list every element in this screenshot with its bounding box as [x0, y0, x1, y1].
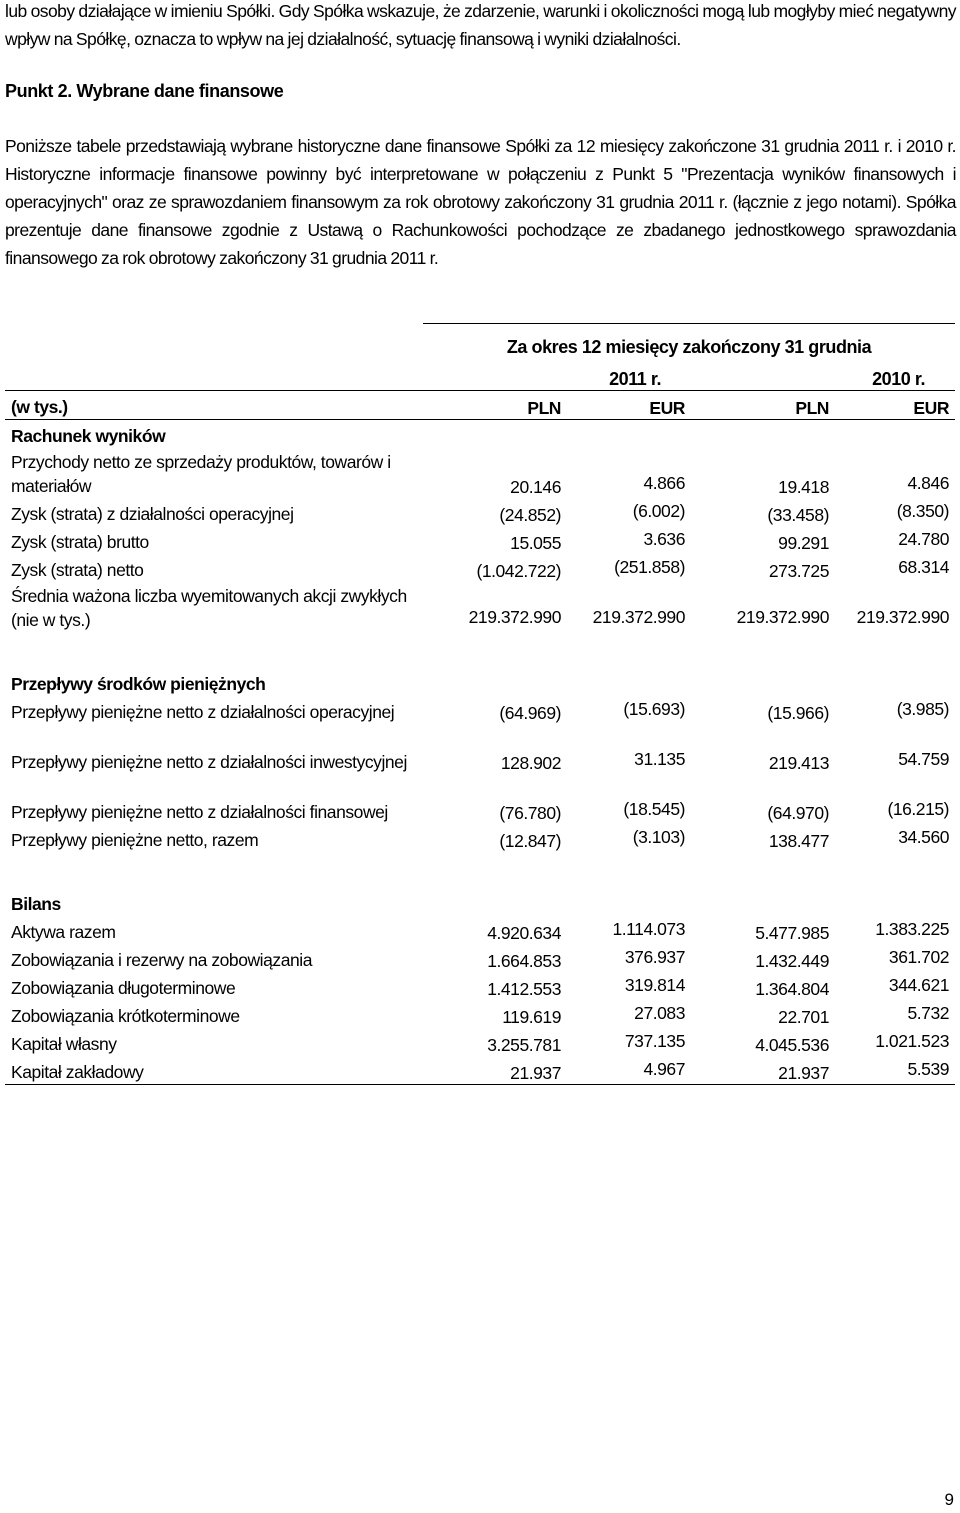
value-pln-2010: 1.432.449: [755, 951, 829, 971]
value-pln-2010: 21.937: [691, 1056, 835, 1085]
table-header-year-row: [5, 358, 955, 391]
value-eur-2010: 68.314: [898, 557, 950, 577]
row-label: Aktywa razem: [11, 922, 116, 942]
value-pln-2011: (64.969): [499, 703, 561, 723]
section-row-income: [5, 420, 955, 449]
value-eur-2010: 219.372.990: [856, 607, 950, 627]
value-pln-2010: 1.364.804: [755, 979, 829, 999]
period-header: Za okres 12 miesięcy zakończony 31 grudnia: [423, 324, 955, 359]
value-pln-2011: 1.664.853: [487, 951, 561, 971]
value-pln-2010: 219.413: [768, 753, 829, 773]
row-label: Średnia ważona liczba wyemitowanych akcji zwykłych (nie w tys.): [11, 586, 407, 630]
spacer-row: [5, 632, 955, 668]
row-label: Zysk (strata) z działalności operacyjnej: [11, 504, 294, 524]
row-label: Zobowiązania długoterminowe: [11, 978, 236, 998]
section-row-balance: [5, 888, 955, 916]
page-number: 9: [944, 1490, 954, 1509]
table-row: [5, 526, 955, 554]
currency-header-eur-2010: EUR: [835, 391, 955, 420]
value-eur-2011: 3.636: [643, 529, 685, 549]
value-eur-2011: (3.103): [632, 827, 685, 847]
value-eur-2010: 361.702: [888, 947, 950, 967]
value-pln-2010: 99.291: [778, 533, 829, 553]
table-row: [5, 448, 955, 498]
value-eur-2010: (3.985): [896, 699, 950, 719]
value-eur-2010: 344.621: [888, 975, 950, 995]
value-eur-2011: 1.114.073: [612, 919, 685, 939]
currency-header-pln-2011: PLN: [423, 391, 567, 420]
value-eur-2010: 54.759: [898, 749, 950, 769]
financial-data-table: [5, 323, 955, 1085]
value-eur-2010: (16.215): [887, 799, 950, 819]
value-pln-2011: (24.852): [499, 505, 561, 525]
value-pln-2011: 119.619: [502, 1007, 561, 1027]
value-pln-2010: 219.372.990: [736, 607, 829, 627]
table-row: [5, 944, 955, 972]
value-eur-2010: 34.560: [898, 827, 950, 847]
value-eur-2010: 1.021.523: [875, 1031, 950, 1051]
value-pln-2010: (64.970): [767, 803, 829, 823]
value-eur-2011: (251.858): [614, 557, 685, 577]
value-pln-2011: (12.847): [499, 831, 561, 851]
currency-header-pln-2010: PLN: [691, 391, 835, 420]
value-eur-2011: 31.135: [634, 749, 685, 769]
value-eur-2011: 27.083: [634, 1003, 685, 1023]
body-paragraph: Poniższe tabele przedstawiają wybrane historyczne dane finansowe Spółki za 12 miesięcy zakończone 31 grudnia 2011 r. i 2010 r. Historyczne informacje finansowe powinny być interpretowane w połączeniu z Punkt 5 "Prezentacja wyników finansowych i operacyjnych" oraz ze sprawozdaniem finansowym za rok obrotowy zakończony 31 grudnia 2011 r. (łącznie z jego notami). Spółka prezentuje dane finansowe zgodnie z Ustawą o Rachunkowości pochodzące ze zbadanego jednostkowego sprawozdania finansowego za rok obrotowy zakończony 31 grudnia 2011 r.: [5, 136, 956, 268]
value-pln-2011: 21.937: [423, 1056, 567, 1085]
value-pln-2010: 138.477: [768, 831, 829, 851]
table-row: [5, 696, 955, 724]
value-eur-2011: (18.545): [623, 799, 685, 819]
value-pln-2011: 3.255.781: [487, 1035, 561, 1055]
value-eur-2011: 4.866: [643, 473, 685, 493]
table-row: [5, 582, 955, 632]
value-pln-2011: 4.920.634: [487, 923, 561, 943]
value-eur-2010: 1.383.225: [875, 919, 950, 939]
row-label: Przepływy pieniężne netto z działalności operacyjnej: [11, 702, 395, 722]
currency-header-eur-2011: EUR: [567, 391, 691, 420]
value-eur-2011: 4.967: [567, 1052, 691, 1081]
value-eur-2010: 5.732: [907, 1003, 950, 1023]
value-pln-2011: 128.902: [500, 753, 561, 773]
table-header-unit-row: [5, 391, 955, 420]
value-pln-2011: 15.055: [510, 533, 561, 553]
value-pln-2011: 219.372.990: [468, 607, 561, 627]
row-label: Zysk (strata) netto: [11, 560, 144, 580]
spacer-row: [5, 774, 955, 796]
value-pln-2011: 1.412.553: [487, 979, 561, 999]
value-pln-2010: 4.045.536: [755, 1035, 829, 1055]
table-row: [5, 916, 955, 944]
table-row: [5, 824, 955, 852]
value-eur-2010: 5.539: [835, 1052, 955, 1081]
table-row: [5, 1000, 955, 1028]
row-label: Kapitał zakładowy: [5, 1056, 423, 1085]
value-pln-2010: (33.458): [767, 505, 829, 525]
value-eur-2011: (15.693): [623, 699, 685, 719]
value-eur-2011: 376.937: [624, 947, 685, 967]
value-eur-2010: 24.780: [898, 529, 950, 549]
row-label: Zobowiązania i rezerwy na zobowiązania: [11, 950, 312, 970]
value-pln-2011: (76.780): [499, 803, 561, 823]
table-row: [5, 1028, 955, 1056]
value-pln-2010: 5.477.985: [755, 923, 829, 943]
spacer-row: [5, 852, 955, 888]
value-eur-2011: (6.002): [632, 501, 685, 521]
row-label: Przepływy pieniężne netto z działalności finansowej: [11, 802, 388, 822]
row-label: Zobowiązania krótkoterminowe: [11, 1006, 240, 1026]
section-title-balance: Bilans: [11, 894, 61, 914]
row-label: Kapitał własny: [11, 1034, 117, 1054]
row-label: Przepływy pieniężne netto z działalności inwestycyjnej: [11, 752, 407, 772]
row-label: Przepływy pieniężne netto, razem: [11, 830, 259, 850]
value-pln-2011: 20.146: [510, 477, 561, 497]
section-heading: Punkt 2. Wybrane dane finansowe: [5, 81, 284, 101]
value-pln-2010: (15.966): [767, 703, 829, 723]
intro-paragraph: lub osoby działające w imieniu Spółki. Gdy Spółka wskazuje, że zdarzenie, warunki i okoliczności mogą lub mogłyby mieć negatywny wpływ na Spółkę, oznacza to wpływ na jej działalność, sytuację finansową i wyniki działalności.: [5, 1, 956, 49]
row-label: Przychody netto ze sprzedaży produktów, towarów i materiałów: [11, 452, 391, 496]
table-header-period-row: [5, 324, 955, 359]
section-row-cashflow: [5, 668, 955, 696]
year-2010-header: 2010 r.: [872, 369, 926, 389]
section-title-cashflow: Przepływy środków pieniężnych: [11, 674, 266, 694]
value-pln-2011: (1.042.722): [476, 561, 561, 581]
value-pln-2010: 273.725: [768, 561, 829, 581]
year-2011-header: 2011 r.: [609, 369, 661, 389]
value-eur-2010: 4.846: [907, 473, 950, 493]
unit-label: (w tys.): [5, 391, 423, 420]
value-eur-2011: 219.372.990: [592, 607, 685, 627]
table-row: [5, 1056, 955, 1085]
section-title-income: Rachunek wyników: [11, 426, 166, 446]
table-row: [5, 796, 955, 824]
table-row: [5, 498, 955, 526]
table-row: [5, 724, 955, 774]
value-pln-2010: 22.701: [778, 1007, 829, 1027]
value-pln-2010: 19.418: [778, 477, 829, 497]
value-eur-2011: 737.135: [624, 1031, 685, 1051]
value-eur-2011: 319.814: [624, 975, 685, 995]
table-row: [5, 972, 955, 1000]
row-label: Zysk (strata) brutto: [11, 532, 149, 552]
value-eur-2010: (8.350): [896, 501, 950, 521]
